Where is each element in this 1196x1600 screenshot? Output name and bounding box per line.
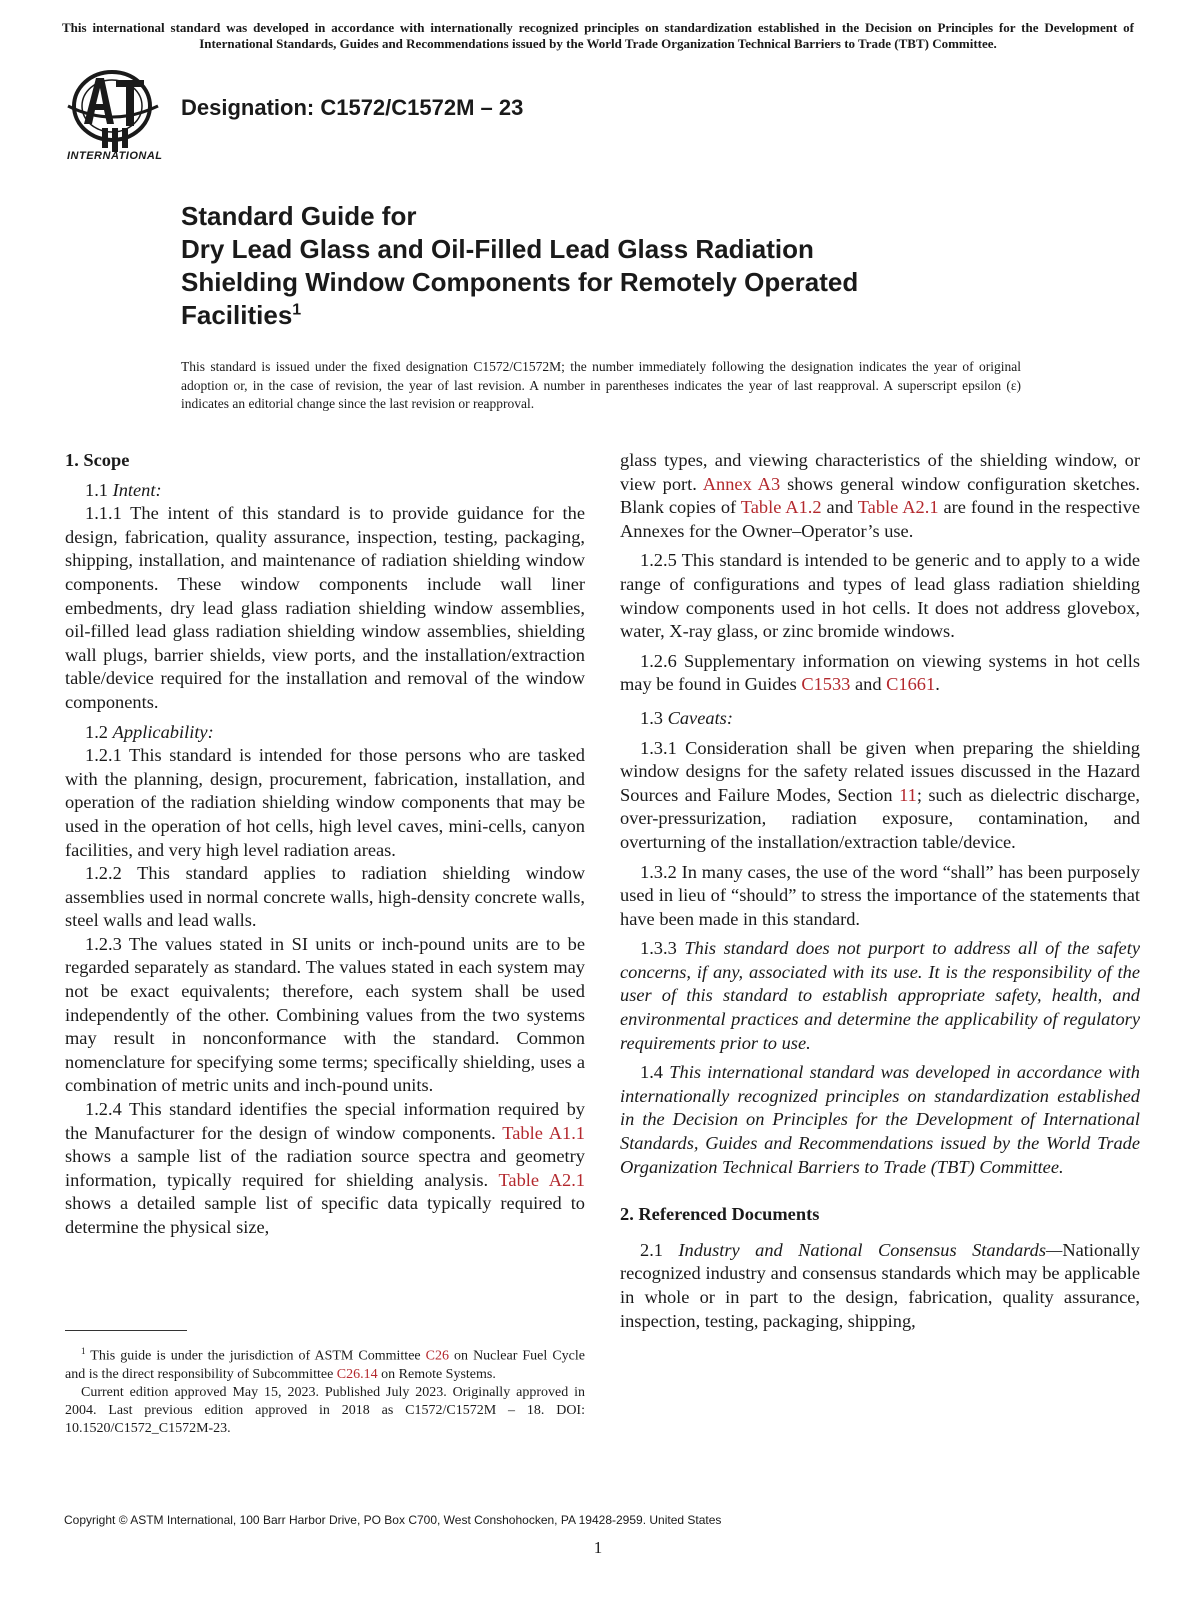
para-2-1: 2.1 Industry and National Consensus Standards—Nationally recognized industry and consensus standards which may be applicable in whole or in part to the design, fabrication, quality assurance, inspection, testing, packaging, shipping, bbox=[620, 1239, 1140, 1331]
document-title bbox=[181, 200, 858, 332]
para-1-2-3: 1.2.3 The values stated in SI units or inch-pound units are to be regarded separately as standard. The values stated in each system may not be exact equivalents; therefore, each system shall be used independently of the other. Combining values from the two systems may result in nonconformance with the standard. Common nomenclature for specifying some terms; specifically shielding, uses a combination of metric units and inch-pound units. bbox=[65, 933, 585, 1096]
para-1-3-3: 1.3.3 This standard does not purport to address all of the safety concerns, if any, associated with its use. It is the responsibility of the user of this standard to establish appropriate safety, health, and environmental practices and determine the applicability of regulatory requirements prior to use. bbox=[620, 938, 1140, 1053]
para-1-2-1: 1.2.1 This standard is intended for those persons who are tasked with the planning, design, procurement, fabrication, installation, and operation of the radiation shielding window components that may be used in the operation of hot cells, high level caves, mini-cells, canyon facilities, and very high level radiation areas. bbox=[65, 745, 585, 860]
title-line-3: Shielding Window Components for Remotely Operated bbox=[181, 267, 859, 297]
para-1-2: 1.2 Applicability: bbox=[85, 721, 214, 742]
title-footnote-mark: 1 bbox=[292, 301, 302, 319]
para-1-2-4-continued: glass types, and viewing characteristics of the shielding window, or view port. Annex A3 shows general window configuration sketches. Blank copies of Table A1.2 and Table A2.1 are found in the respective Annexes for the Owner–Operator’s use. bbox=[620, 450, 1141, 541]
para-1-2-4: 1.2.4 This standard identifies the special information required by the Manufacturer for the design of window components. Table A1.1 shows a sample list of the radiation source spectra and geometry information, typically required for shielding analysis. Table A2.1 shows a detailed sample list of specific data typically required to determine the physical size, bbox=[65, 1099, 586, 1237]
para-1-1: 1.1 Intent: bbox=[85, 479, 162, 500]
para-1-4: 1.4 This international standard was developed in accordance with internationally recognized principles on standardization established in the Decision on Principles for the Development of International Standards, Guides and Recommendations issued by the World Trade Organization Technical Barriers to Trade (TBT) Committee. bbox=[620, 1062, 1140, 1177]
link-table-a2-1[interactable]: Table A2.1 bbox=[498, 1169, 585, 1190]
link-c26-14[interactable]: C26.14 bbox=[336, 1366, 378, 1382]
title-line-4: Facilities bbox=[181, 300, 293, 330]
column-right bbox=[620, 449, 1140, 1333]
copyright: Copyright © ASTM International, 100 Barr Harbor Drive, PO Box C700, West Conshohocken, PA 19428-2959. United States bbox=[64, 1513, 722, 1527]
para-1-2-5: 1.2.5 This standard is intended to be generic and to apply to a wide range of configurations and types of lead glass radiation shielding window components used in hot cells. It does not address glovebox, water, X-ray glass, or zinc bromide windows. bbox=[620, 550, 1140, 642]
para-1-3-1: 1.3.1 Consideration shall be given when preparing the shielding window designs for the safety related issues discussed in the Hazard Sources and Failure Modes, Section 11; such as dielectric discharge, over-pressurization, radiation exposure, contamination, and overturning of the installation/extraction table/device. bbox=[620, 737, 1141, 852]
link-table-a1-2[interactable]: Table A1.2 bbox=[740, 497, 822, 518]
para-1-2-4-tail: glass types, and viewing characteristics of the shielding window, or view port. bbox=[620, 450, 1140, 494]
link-table-a1-1[interactable]: Table A1.1 bbox=[502, 1122, 586, 1143]
para-1-3: 1.3 Caveats: bbox=[640, 707, 733, 728]
link-section-11[interactable]: 11 bbox=[899, 784, 917, 805]
footnote-edition: Current edition approved May 15, 2023. Published July 2023. Originally approved in 2004. Last previous edition approved in 2018 as C1572/C1572M – 18. DOI: 10.1520/C1572_C1572M-23. bbox=[65, 1384, 585, 1436]
section-1-heading: 1. Scope bbox=[65, 450, 130, 470]
para-1-2-2: 1.2.2 This standard applies to radiation shielding window assemblies used in normal concrete walls, high-density concrete walls, steel walls and lead walls. bbox=[65, 863, 585, 931]
link-c1533[interactable]: C1533 bbox=[801, 674, 851, 695]
link-c1661[interactable]: C1661 bbox=[886, 674, 936, 695]
footnote: $^1$ This guide is under the jurisdiction of ASTM Committee C26 on Nuclear Fuel Cycle and is the direct responsibility of Subcommittee C26.14 on Remote Systems. Current edition approved May 15, 2023. Published July 2023. Originally approved in 2004. Last previous edition approved in 2018 as C1572/C1572M – 18. DOI: 10.1520/C1572_C1572M-23. bbox=[65, 1346, 585, 1436]
para-1-3-2: 1.3.2 In many cases, the use of the word “shall” has been purposely used in lieu of “should” to stress the importance of the statements that have been made in this standard. bbox=[620, 861, 1140, 929]
footnote-rule bbox=[65, 1330, 187, 1331]
link-table-a2-1-blank[interactable]: Table A2.1 bbox=[857, 497, 939, 518]
column-left bbox=[65, 449, 585, 1240]
footnote-mark: 1 bbox=[81, 1346, 86, 1356]
top-notice: This international standard was developed in accordance with internationally recognized principles on standardization established in the Decision on Principles for the Development of International Standards, Guides and Recommendations issued by the World Trade Organization Technical Barriers to Trade (TBT) Committee. bbox=[62, 20, 1134, 51]
link-c26[interactable]: C26 bbox=[425, 1348, 449, 1364]
issue-note: This standard is issued under the fixed designation C1572/C1572M; the number immediately following the designation indicates the year of original adoption or, in the case of revision, the year of last revision. A number in parentheses indicates the year of last reapproval. A superscript epsilon (ε) indicates an editorial change since the last revision or reapproval. bbox=[181, 359, 1021, 411]
para-1-1-1: 1.1.1 The intent of this standard is to provide guidance for the design, fabrication, quality assurance, inspection, testing, packaging, shipping, installation, and maintenance of radiation shielding window components. These window components include wall liner embedments, dry lead glass radiation shielding window assemblies, oil-filled lead glass radiation shielding window assemblies, shielding wall plugs, barrier shields, view ports, and the installation/extraction table/device required for the installation and removal of the window components. bbox=[65, 503, 585, 712]
logo-text: INTERNATIONAL bbox=[67, 150, 163, 162]
link-annex-a3[interactable]: Annex A3 bbox=[702, 473, 781, 494]
title-line-2: Dry Lead Glass and Oil-Filled Lead Glass Radiation bbox=[181, 234, 814, 264]
page-number: 1 bbox=[593, 1538, 603, 1557]
title-line-1: Standard Guide for bbox=[181, 201, 417, 231]
para-1-2-6: 1.2.6 Supplementary information on viewing systems in hot cells may be found in Guides C1533 and C1661. bbox=[620, 650, 1140, 695]
designation: Designation: C1572/C1572M – 23 bbox=[181, 95, 524, 120]
section-2-heading: 2. Referenced Documents bbox=[620, 1204, 820, 1225]
